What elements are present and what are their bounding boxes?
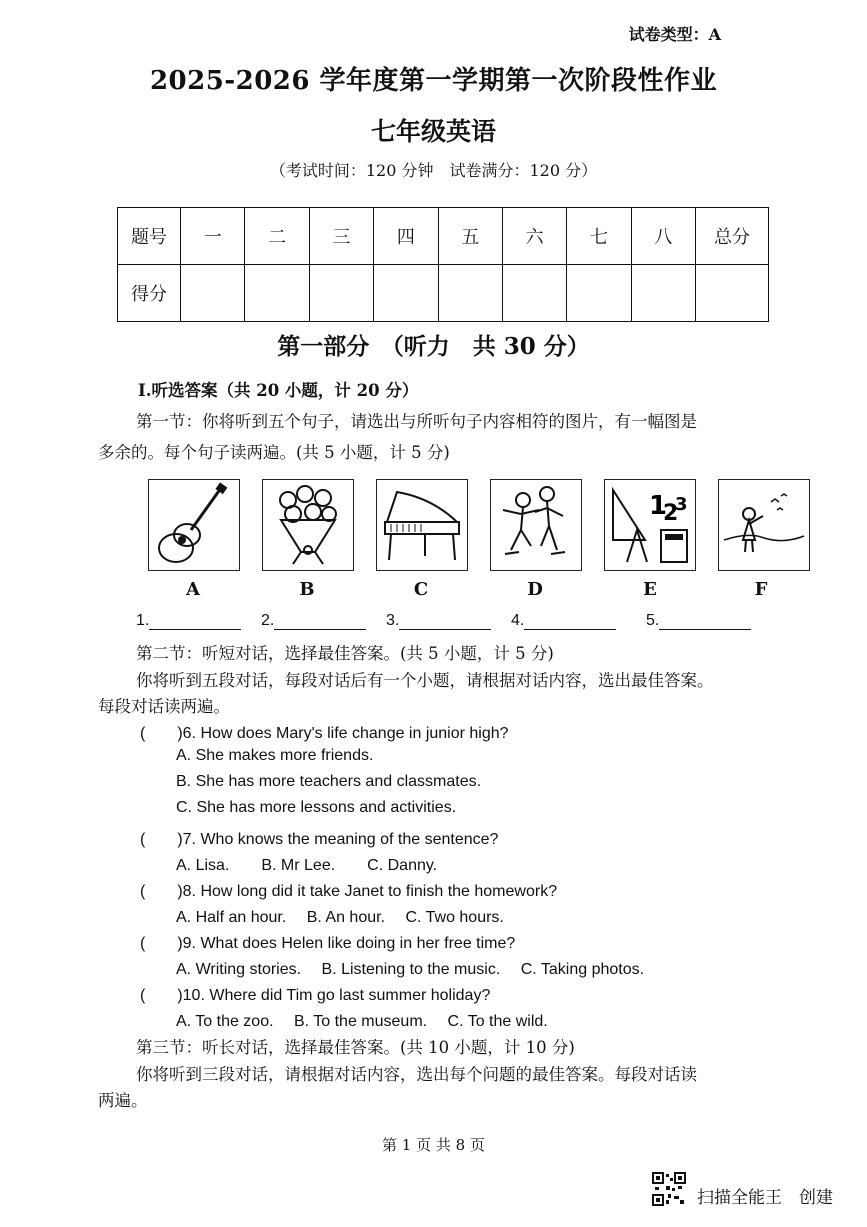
picture-label-d: D <box>527 579 543 600</box>
table-cell: 五 <box>438 208 502 265</box>
question-9: ( )9. What does Helen like doing in her free time? <box>140 935 516 952</box>
section-heading: Ⅰ.听选答案（共 20 小题，计 20 分） <box>138 381 419 400</box>
blank-number: 1. <box>136 612 150 629</box>
option: C. She has more lessons and activities. <box>176 799 457 816</box>
answer-blank-3[interactable] <box>386 612 491 630</box>
page-number: 第 1 页 共 8 页 <box>382 1136 485 1154</box>
s1-intro-line1: 第一节：你将听到五个句子，请选出与所听句子内容相符的图片，有一幅图是 <box>136 412 697 431</box>
blank-number: 5. <box>646 612 660 629</box>
options-line: A. To the zoo. B. To the museum. C. To the wild. <box>176 1013 548 1030</box>
option: B. She has more teachers and classmates. <box>176 773 482 790</box>
blank-number: 3. <box>386 612 400 629</box>
table-cell: 八 <box>631 208 695 265</box>
options-line: A. Half an hour. B. An hour. C. Two hours. <box>176 909 504 926</box>
math-tools-icon <box>605 480 695 570</box>
svg-text:2: 2 <box>663 501 679 526</box>
answer-blank-4[interactable] <box>511 612 616 630</box>
answer-blank-1[interactable] <box>136 612 241 630</box>
qr-code-icon <box>652 1172 686 1206</box>
score-input-cell[interactable] <box>309 265 373 322</box>
score-input-cell[interactable] <box>567 265 631 322</box>
option: A. She makes more friends. <box>176 747 374 764</box>
picture-a <box>148 479 240 571</box>
picture-label-a: A <box>186 579 200 600</box>
score-input-cell[interactable] <box>245 265 309 322</box>
score-input-cell[interactable] <box>502 265 566 322</box>
score-input-cell[interactable] <box>631 265 695 322</box>
score-table-header-row <box>118 208 769 265</box>
s3-intro-line2: 两遍。 <box>98 1091 148 1110</box>
s2-intro-line2: 每段对话读两遍。 <box>98 697 230 716</box>
part-one-title: 第一部分 （听力 共 30 分） <box>277 333 590 360</box>
svg-text:3: 3 <box>675 494 688 515</box>
question-8: ( )8. How long did it take Janet to finish the homework? <box>140 883 558 900</box>
picture-f <box>718 479 810 571</box>
options-line: A. Writing stories. B. Listening to the music. C. Taking photos. <box>176 961 645 978</box>
table-cell: 六 <box>502 208 566 265</box>
table-cell: 七 <box>567 208 631 265</box>
picture-b <box>262 479 354 571</box>
subject-title: 七年级英语 <box>370 117 496 146</box>
question-7: ( )7. Who knows the meaning of the sentence? <box>140 831 499 848</box>
picture-label-e: E <box>643 579 657 600</box>
picture-c <box>376 479 468 571</box>
table-cell: 得分 <box>118 265 181 322</box>
blank-line <box>149 613 241 630</box>
score-input-cell[interactable] <box>438 265 502 322</box>
score-table-score-row <box>118 265 769 322</box>
page-title: 2025-2026 学年度第一学期第一次阶段性作业 <box>149 66 718 96</box>
table-cell: 二 <box>245 208 309 265</box>
girl-with-birds-icon <box>719 480 809 570</box>
picture-label-c: C <box>413 579 429 600</box>
score-input-cell[interactable] <box>696 265 769 322</box>
scanner-watermark: 扫描全能王 创建 <box>697 1188 833 1208</box>
exam-info: （考试时间：120 分钟 试卷满分：120 分） <box>269 161 598 180</box>
piano-icon <box>377 480 467 570</box>
table-cell: 题号 <box>118 208 181 265</box>
blank-line <box>274 613 366 630</box>
table-cell: 四 <box>374 208 438 265</box>
picture-label-f: F <box>754 579 768 600</box>
options-line: A. Lisa. B. Mr Lee. C. Danny. <box>176 857 438 874</box>
blank-number: 2. <box>261 612 275 629</box>
score-input-cell[interactable] <box>374 265 438 322</box>
blank-line <box>399 613 491 630</box>
s2-intro-line1: 你将听到五段对话，每段对话后有一个小题，请根据对话内容，选出最佳答案。 <box>136 671 714 690</box>
s3-heading: 第三节：听长对话，选择最佳答案。(共 10 小题，计 10 分) <box>136 1038 575 1057</box>
picture-d <box>490 479 582 571</box>
answer-blank-5[interactable] <box>646 612 751 630</box>
s2-heading: 第二节：听短对话，选择最佳答案。(共 5 小题，计 5 分) <box>136 644 554 663</box>
score-input-cell[interactable] <box>181 265 245 322</box>
blank-line <box>524 613 616 630</box>
question-10: ( )10. Where did Tim go last summer holiday? <box>140 987 491 1004</box>
picture-e <box>604 479 696 571</box>
s3-intro-line1: 你将听到三段对话，请根据对话内容，选出每个问题的最佳答案。每段对话读 <box>136 1065 697 1084</box>
score-table <box>117 207 769 322</box>
picture-label-b: B <box>299 579 315 600</box>
blank-line <box>659 613 751 630</box>
table-cell: 一 <box>181 208 245 265</box>
answer-blank-2[interactable] <box>261 612 366 630</box>
question-6: ( )6. How does Mary's life change in junior high? <box>140 725 509 742</box>
flowers-bouquet-icon <box>263 480 353 570</box>
blank-number: 4. <box>511 612 525 629</box>
guitar-icon <box>149 480 239 570</box>
table-cell: 三 <box>309 208 373 265</box>
skating-kids-icon <box>491 480 581 570</box>
s1-intro-line2: 多余的。每个句子读两遍。(共 5 小题，计 5 分) <box>98 443 450 462</box>
table-cell: 总分 <box>696 208 769 265</box>
svg-text:1: 1 <box>649 491 668 521</box>
paper-type: 试卷类型：A <box>628 25 721 44</box>
